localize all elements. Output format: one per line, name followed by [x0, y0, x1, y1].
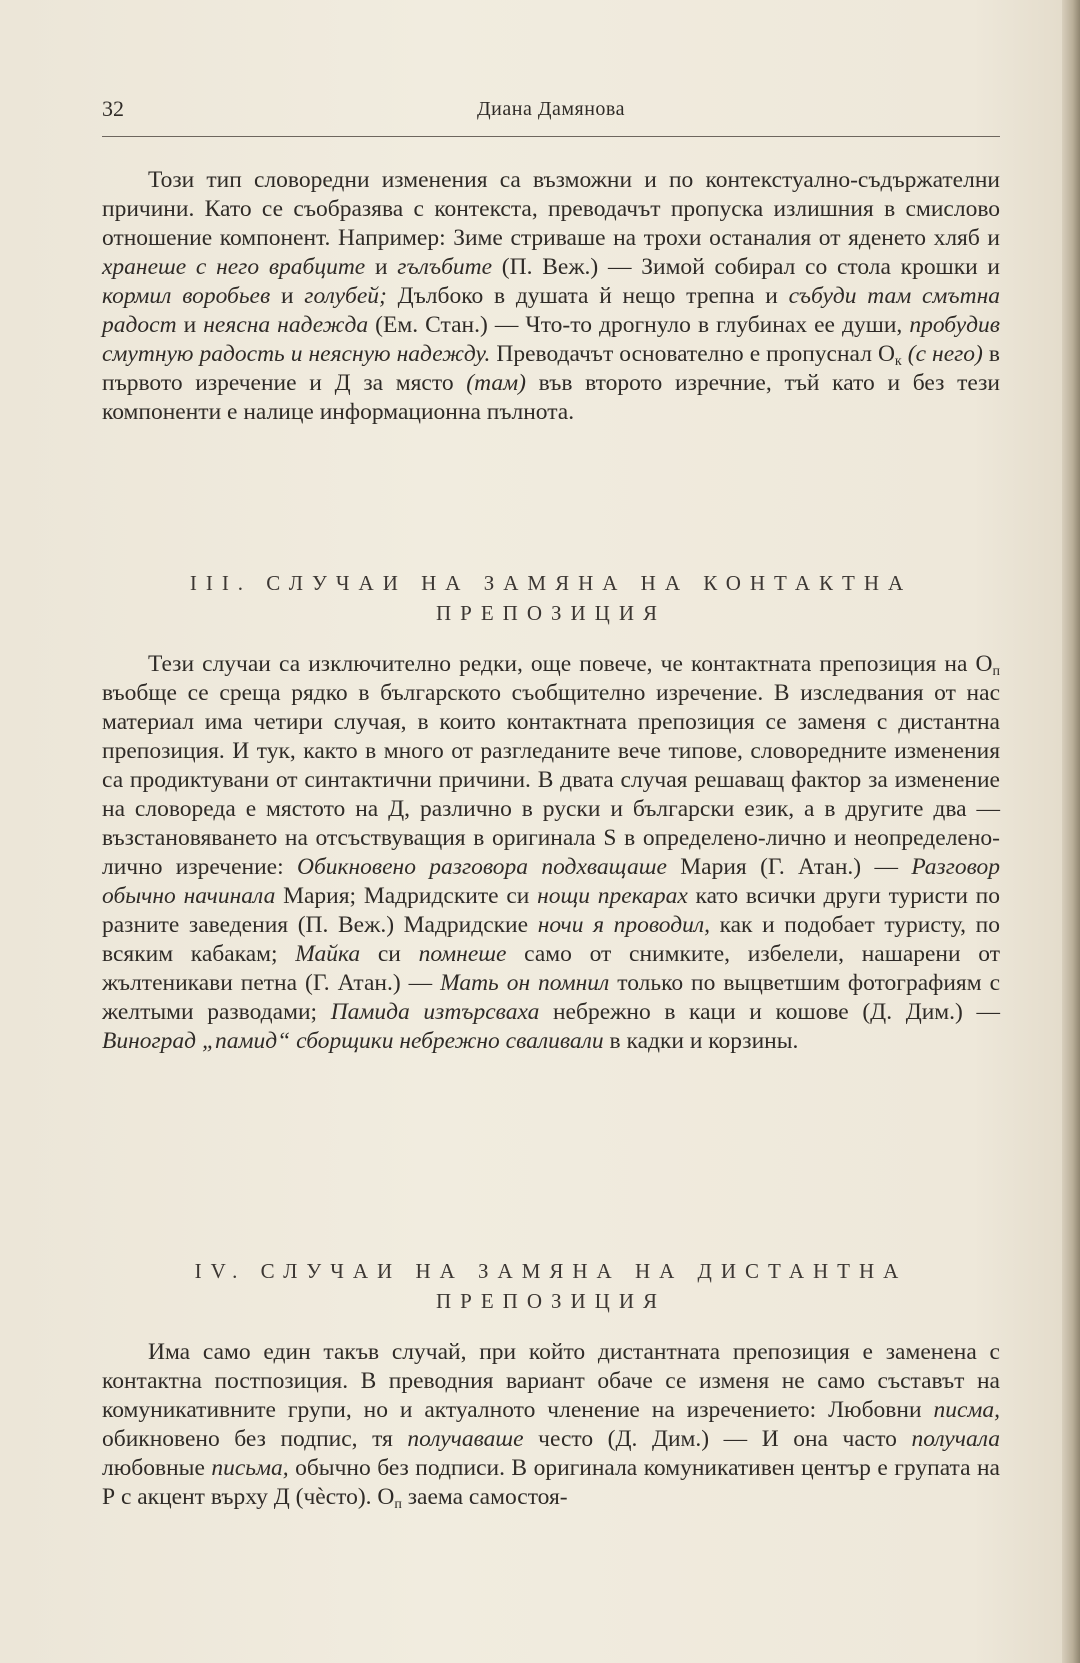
text: небрежно в каци и кошове (Д. Дим.) — [539, 999, 1000, 1025]
text: любовные [102, 1455, 212, 1481]
italic-text: получаваше [407, 1426, 524, 1452]
italic-text: пробудив смутную радость и неясную надежду. [102, 312, 1000, 367]
text: только по выцветшим фотографиям с желтыми разводами; [102, 970, 1000, 1025]
italic-text: (с него) [907, 341, 983, 367]
italic-text: Обикновено разговора подхващаше [296, 854, 667, 880]
italic-text: Памида изтърсваха [330, 999, 540, 1025]
paragraph-3 [102, 1338, 1000, 1512]
page-number: 32 [102, 96, 124, 121]
italic-text: голубей; [304, 283, 387, 309]
text: Мария; Мадридските си [275, 883, 538, 909]
text: в кадки и корзины. [603, 1028, 799, 1054]
text: обычно без подписи. В оригинала комуникативен център е групата на Р с акцент върху Д (чѐсто). О [102, 1455, 1000, 1510]
text: като всички други туристи по разните заведения (П. Веж.) Мадридские [102, 883, 1001, 938]
text: и [365, 254, 398, 280]
text: само от снимките, избелели, нашарени от жълтеникави петна (Г. Атан.) — [102, 941, 1000, 996]
text: обикновено без подпис, тя [102, 1426, 408, 1452]
text: често (Д. Дим.) — И она часто [523, 1426, 912, 1452]
page-edge [1062, 0, 1080, 1663]
italic-text: хранеше с него врабците [102, 254, 366, 280]
heading-line: IV. СЛУЧАИ НА ЗАМЯНА НА ДИСТАНТНА [194, 1259, 908, 1283]
text: как и подобает туристу, по всяким кабакам; [102, 912, 1000, 967]
italic-text: (там) [466, 370, 526, 396]
text: Този тип словоредни изменения са възможни и по контекстуално-съдържателни причини. Като се съобразява с контекста, преводачът пропуска излишния в смислово отношение компонент. Например: Зиме стриваше на трохи останалия от яденето хляб и [102, 167, 1000, 251]
text: и [270, 283, 305, 309]
italic-text: писма, [933, 1397, 1000, 1423]
text: Мария (Г. Атан.) — [666, 854, 912, 880]
text: Дълбоко в душата й нещо трепна и [386, 283, 789, 309]
paragraph-1 [102, 166, 1000, 427]
italic-text: письма, [211, 1455, 289, 1481]
text: заема самостоя- [401, 1484, 568, 1510]
subscript: п [394, 1497, 402, 1512]
italic-text: неясна надежда [203, 312, 369, 338]
heading-line: III. СЛУЧАИ НА ЗАМЯНА НА КОНТАКТНА [189, 571, 913, 595]
heading-line: ПРЕПОЗИЦИЯ [435, 1289, 667, 1313]
text: въобще се среща рядко в българското съобщително изречение. В изследвания от нас материал има четири случая, в които контактната препозиция се заменя с дистантна препозиция. И тук, както в много от разгледаните вече типове, словоредните изменения са продиктувани от синтактични причини. В двата случая решаващ фактор за изменение на словореда е мястото на Д, различно в руски и български език, а в другите два — възстановяването на отсъствуващия в оригинала S в определено-лично и неопределено-лично изречение: [102, 680, 1000, 880]
text: във второто изречние, тъй като и без тези компоненти е налице информационна пълнота. [102, 370, 1000, 425]
italic-text: нощи прекарах [537, 883, 688, 909]
subscript: к [894, 354, 902, 369]
italic-text: Майка [295, 941, 361, 967]
italic-text: помнеше [418, 941, 507, 967]
section-heading-3 [102, 568, 1000, 628]
italic-text: кормил воробьев [102, 283, 271, 309]
paragraph-2 [102, 650, 1000, 1056]
heading-line: ПРЕПОЗИЦИЯ [435, 601, 667, 625]
text: Преводачът основателно е пропуснал О [490, 341, 895, 367]
italic-text: Мать он помнил [440, 970, 610, 996]
italic-text: Разговор обычно начинала [102, 854, 1000, 909]
text: (Ем. Стан.) — Что-то дрогнуло в глубинах ее души, [368, 312, 910, 338]
section-heading-4 [102, 1256, 1000, 1316]
text: си [360, 941, 419, 967]
text: в първото изречение и Д за място [102, 341, 1000, 396]
running-head: Диана Дамянова [477, 98, 625, 120]
italic-text: гълъбите [397, 254, 493, 280]
text: (П. Веж.) — Зимой собирал со стола крошки и [492, 254, 1000, 280]
text: Тези случаи са изключително редки, още повече, че контактната препозиция на О [148, 651, 993, 677]
subscript: п [992, 664, 1000, 679]
italic-text: събуди там смътна радост [102, 283, 1001, 338]
text: Има само един такъв случай, при който дистантната препозиция е заменена с контактна постпозиция. В преводния вариант обаче се изменя не само съставът на комуникативните групи, но и актуалното членение на изречението: Любовни [102, 1339, 1000, 1423]
italic-text: Виноград „памид“ сборщики небрежно сваливали [102, 1028, 604, 1054]
text: и [176, 312, 204, 338]
italic-text: получала [911, 1426, 1000, 1452]
italic-text: ночи я проводил, [537, 912, 710, 938]
page-header [102, 96, 1000, 137]
